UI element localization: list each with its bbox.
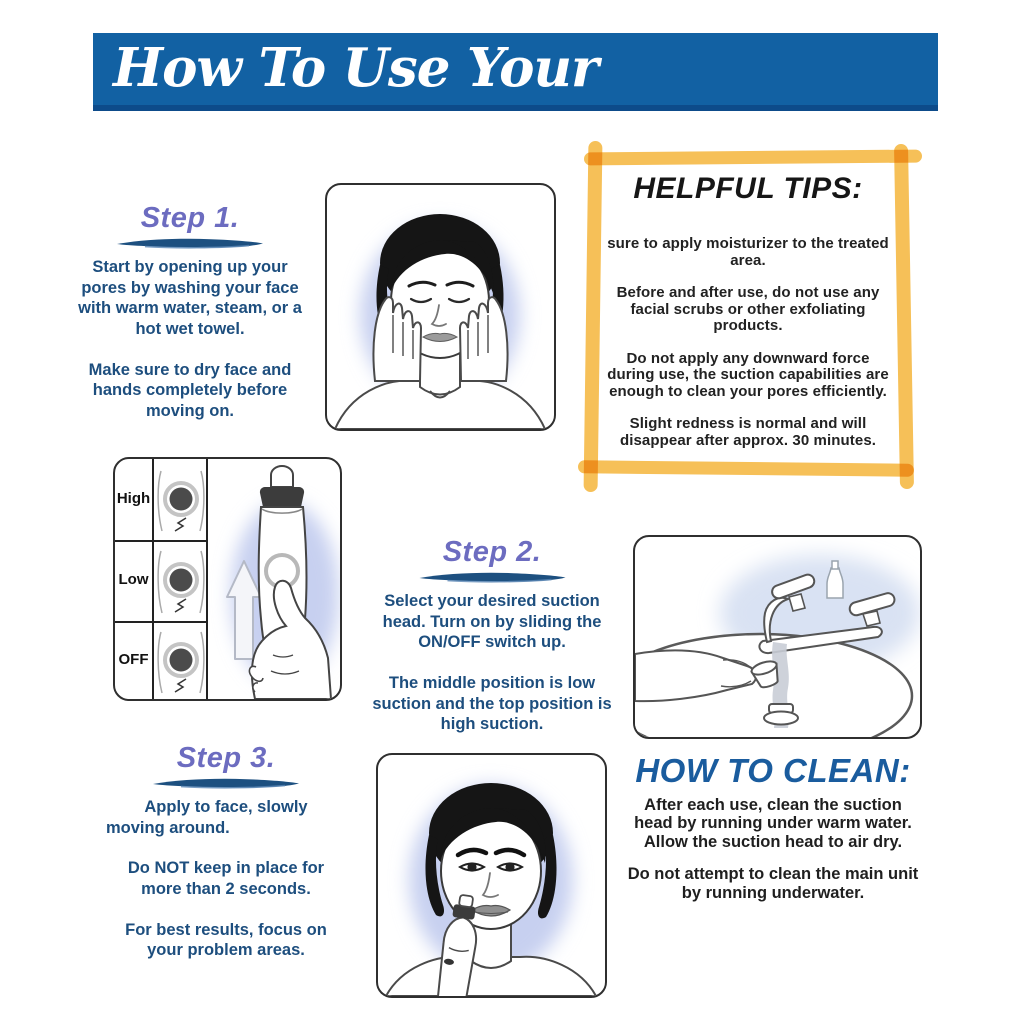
face-apply-illustration [378, 755, 605, 996]
switch-label-high: High [116, 490, 151, 507]
page-title: How To Use Your [113, 37, 598, 99]
clean-paragraph-2: Do not attempt to clean the main unit by running underwater. [627, 865, 919, 902]
helpful-tips-title: HELPFUL TIPS: [633, 172, 863, 205]
step-3-title: Step 3. [176, 742, 276, 774]
tips-border-right [894, 144, 914, 489]
brush-underline-icon [415, 571, 570, 583]
switch-label-low: Low [118, 571, 149, 588]
helpful-tips-section [602, 172, 894, 449]
tips-border-bottom [578, 460, 914, 477]
faucet-rinse-panel [633, 535, 922, 739]
step-2-title: Step 2. [442, 536, 542, 568]
tip-2: Before and after use, do not use any facial scrubs or other exfoliating products. [616, 284, 880, 334]
how-to-clean-title: HOW TO CLEAN: [635, 752, 911, 789]
how-to-clean-section [625, 752, 921, 902]
brush-underline-icon [115, 237, 265, 249]
step-3-line-1: Apply to face, slowly [144, 798, 308, 816]
step-1-paragraph-2: Make sure to dry face and hands completely before moving on. [88, 360, 292, 420]
face-apply-panel [376, 753, 607, 998]
switch-label-off: OFF [118, 651, 149, 668]
step-3-section [106, 742, 346, 961]
step-3-paragraph-3: For best results, focus on your problem areas. [125, 920, 327, 960]
tips-border-left [584, 141, 603, 492]
step-1-title: Step 1. [140, 202, 240, 234]
brush-underline-icon [151, 777, 301, 789]
device-switch-panel [113, 457, 342, 701]
step-3-paragraph-2: Do NOT keep in place for more than 2 seconds. [127, 859, 325, 898]
step-3-line-2: moving around. [106, 818, 230, 837]
tip-4: Slight redness is normal and will disappear after approx. 30 minutes. [619, 415, 877, 449]
clean-paragraph-1: After each use, clean the suction head by running under warm water. Allow the suction head to air dry. [634, 796, 912, 851]
step-2-paragraph-1: Select your desired suction head. Turn on by sliding the ON/OFF switch up. [382, 592, 602, 652]
step-2-section [368, 536, 616, 735]
header-banner [93, 33, 938, 111]
face-washing-panel [325, 183, 556, 431]
step-2-paragraph-2: The middle position is low suction and the top position is high suction. [372, 673, 612, 734]
tip-1: sure to apply moisturizer to the treated area. [607, 235, 889, 269]
step-1-paragraph-1: Start by opening up your pores by washing your face with warm water, steam, or a hot wet towel. [78, 258, 302, 338]
tips-border-top [584, 150, 922, 166]
step-1-section [72, 202, 308, 421]
tip-3: Do not apply any downward force during use, the suction capabilities are enough to clean your pores efficiently. [607, 349, 889, 400]
face-washing-illustration [327, 185, 554, 429]
faucet-rinse-illustration [635, 537, 920, 737]
